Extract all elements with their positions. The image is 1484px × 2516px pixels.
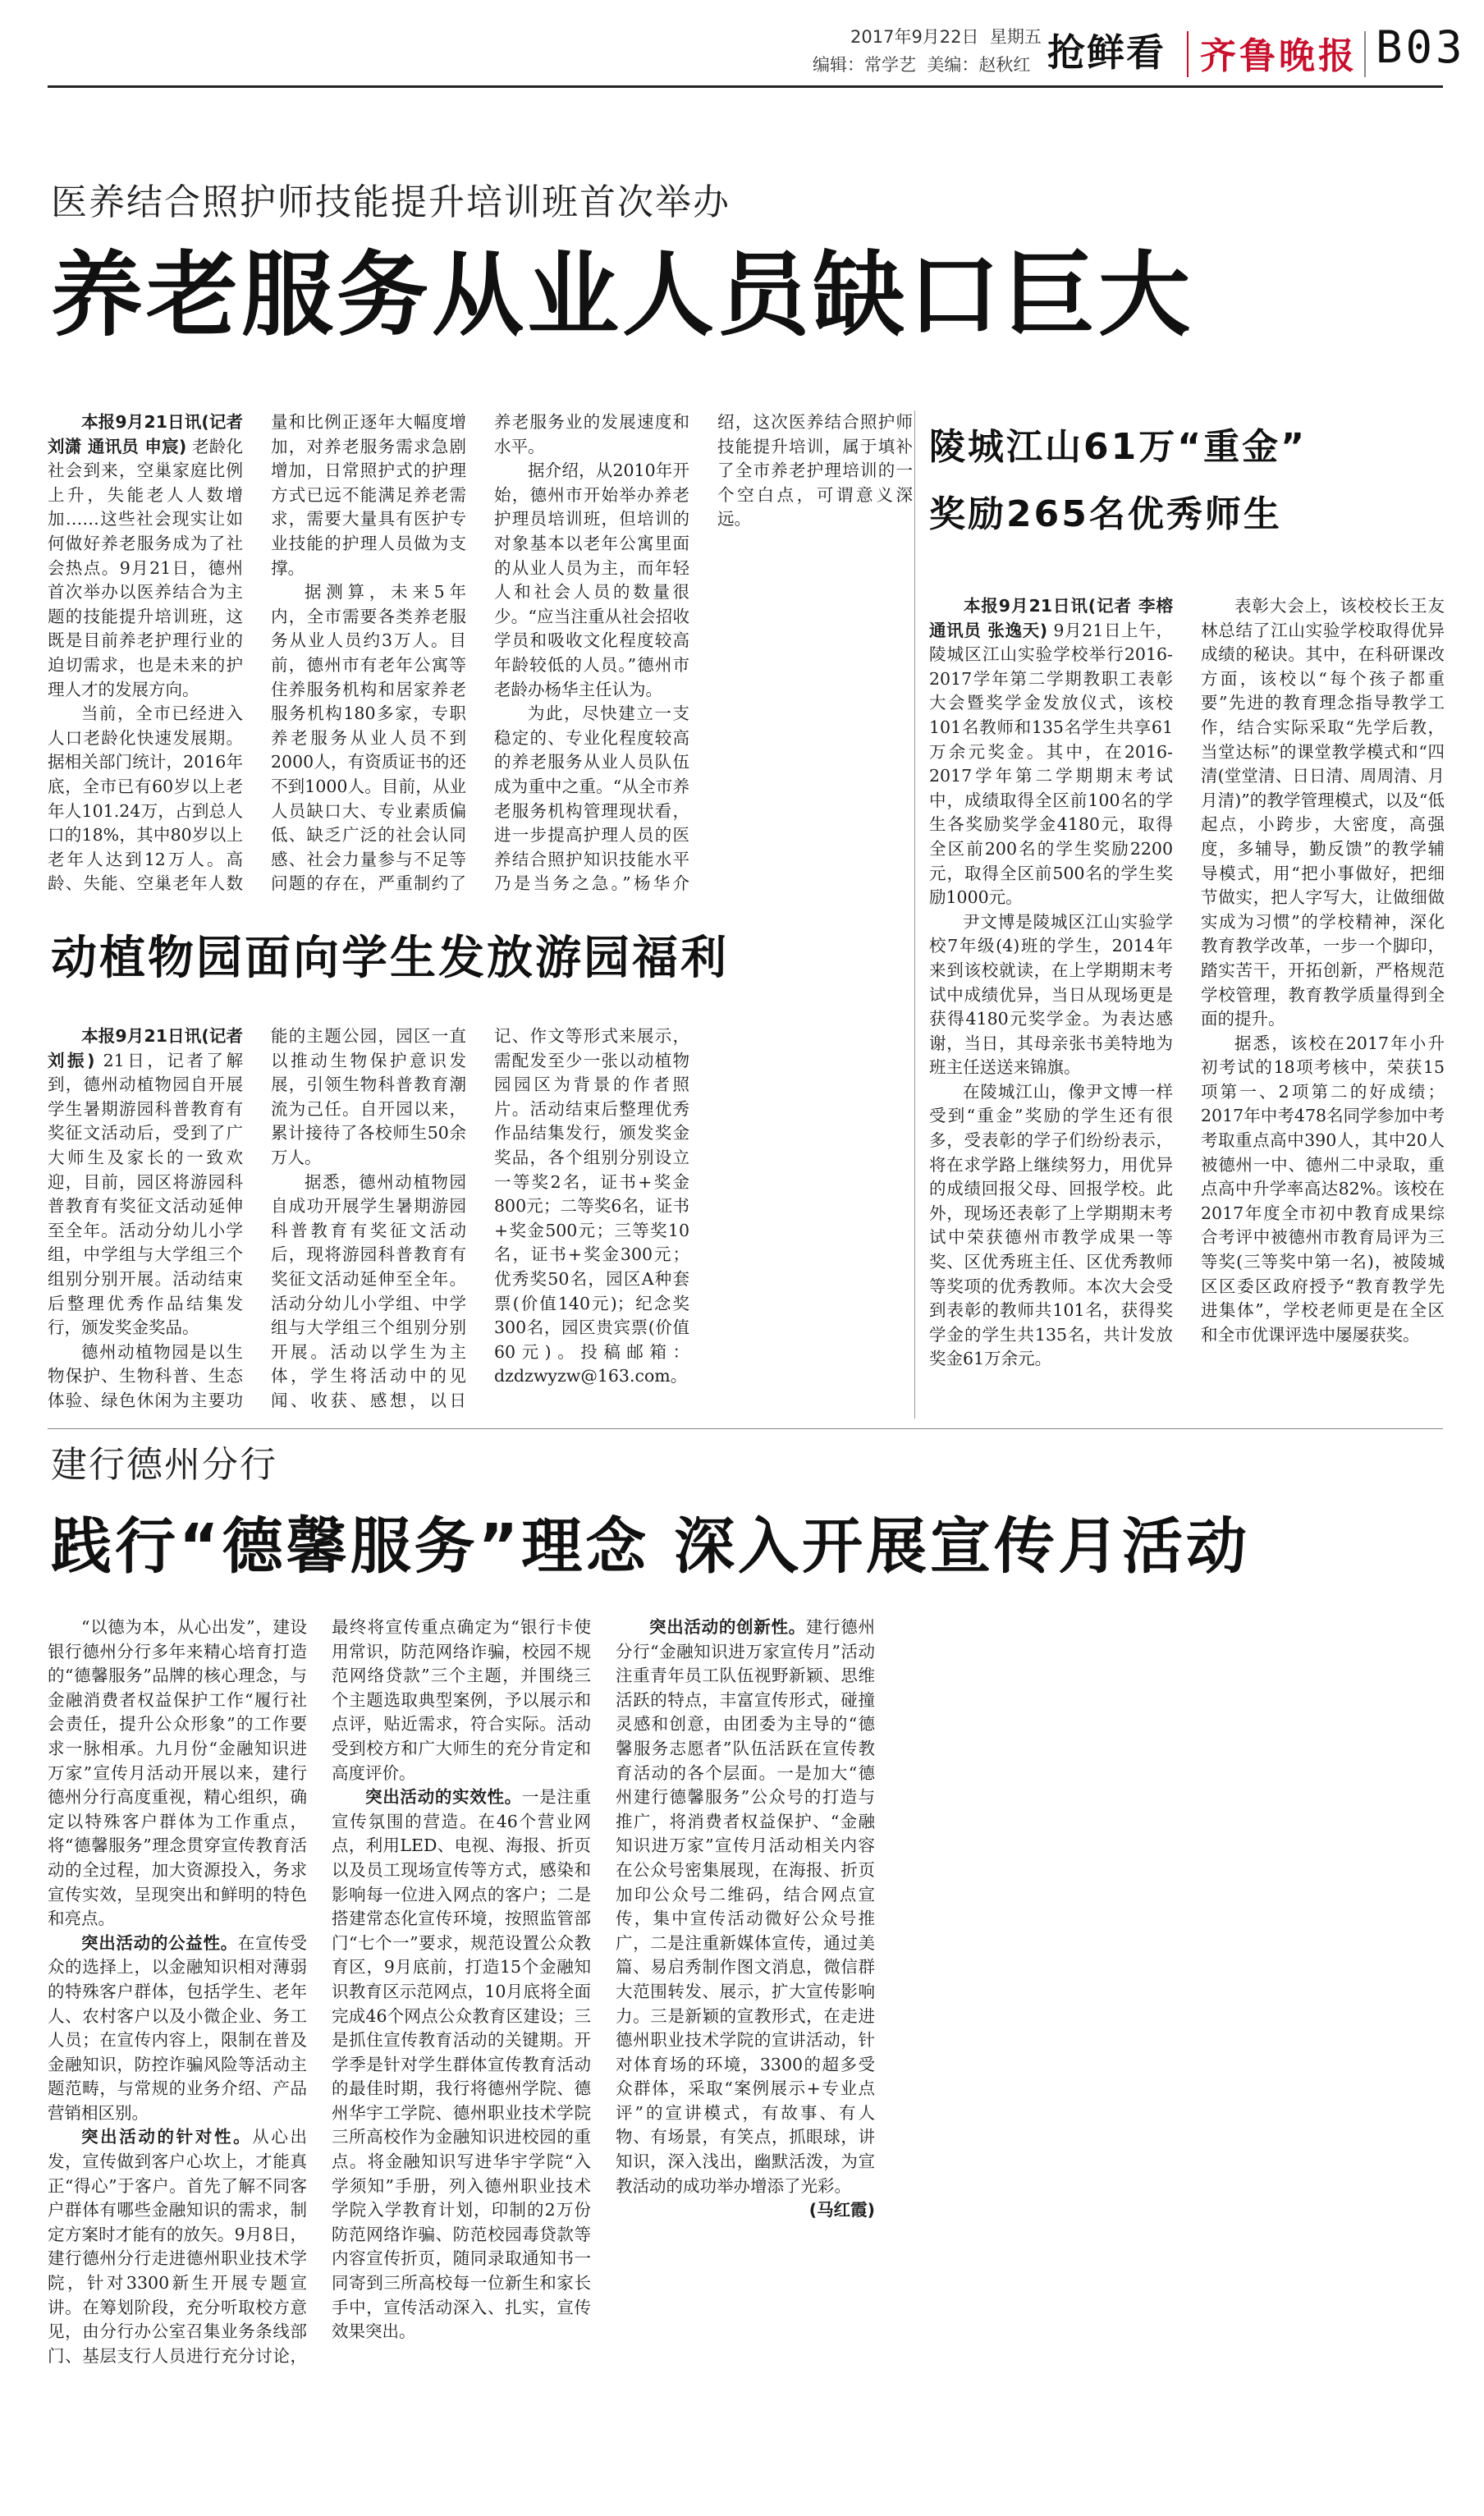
article4-subhead-4: 突出活动的创新性。 (649, 1617, 806, 1637)
masthead-date: 2017年9月22日 (850, 27, 979, 47)
article2-para-1: 本报9月21日讯(记者 刘振) 21日，记者了解到，德州动植物园自开展学生暑期游园科普教育有奖征文活动后，受到了广大师生及家长的一致欢迎，目前，园区将游园科普教育有奖征文活动延伸至全年。活动分幼儿小学组，中学组与大学组三个组别分别开展。活动结束后整理优秀作品结集发行，颁发奖金奖品。 (48, 1026, 243, 1338)
article3-para-4: 表彰大会上，该校校长王友林总结了江山实验学校取得优异成绩的秘诀。其中，在科研课改方面，该校以“每个孩子都重要”先进的教育理念指导教学工作，结合实际采取“先学后教，当堂达标”的课堂教学模式和“四清(堂堂清、日日清、周周清、月月清)”的教学管理模式，以及“低起点，小跨步，大密度，高强度，多辅导，勤反馈”的教学辅导模式，用“把小事做好，把细节做实，把人字写大，让做细做实成为习惯”的学校精神，深化教育教学改革，一步一个脚印，踏实苦干，开拓创新，严格规范学校管理，教育教学质量得到全面的提升。 (1201, 596, 1445, 1029)
article3-para-2: 尹文博是陵城区江山实验学校7年级(4)班的学生，2014年来到该校就读，在上学期期末考试中成绩优异，当日从现场更是获得4180元奖学金。为表达感谢，当日，其母亲张书美特地为班主任送送来锦旗。 (929, 911, 1173, 1078)
article2-para-3: 据悉，德州动植物园自成功开展学生暑期游园科普教育有奖征文活动后，现将游园科普教育有奖征文活动延伸至全年。活动分幼儿小学组、中学组与大学组三个组别分别开展。活动以学生为主体，学生将活动中的见闻、收获、感想，以日记、作文等形式来展示，需配发至少一张以动植物园园区为背景的作者照片。活动结束后整理优秀作品结集发行，颁发奖金奖品，各个组别分别设立一等奖2名，证书+奖金800元；二等奖6名，证书+奖金500元；三等奖10名，证书+奖金300元；优秀奖50名，园区A种套票(价值140元)；纪念奖300名，园区贵宾票(价值60元)。投稿邮箱：dzdzwyzw@163.com。 (271, 1026, 689, 1410)
article1-para-3: 据测算，未来5年内，全市需要各类养老服务从业人员约3万人。目前，德州市有老年公寓等住养服务机构和居家养老服务机构180多家，专职养老服务从业人员不到2000人，有资质证书的还不到1000人。目前，从业人员缺口大、专业素质偏低、缺乏广泛的社会认同感、社会力量参与不足等问题的存在，严重制约了养老服务业的发展速度和水平。 (271, 412, 689, 894)
article1-byline: 本报9月21日讯(记者 刘潇 通讯员 申宸) (48, 412, 243, 456)
article4-para-5: 突出活动的创新性。建行德州分行“金融知识进万家宣传月”活动注重青年员工队伍视野新颖、思维活跃的特点，丰富宣传形式，碰撞灵感和创意，由团委为主导的“德馨服务志愿者”队伍活跃在宣传教育活动的各个层面。一是加大“德州建行德馨服务”公众号的打造与推广，将消费者权益保护、“金融知识进万家”宣传月活动相关内容在公众号密集展现，在海报、折页加印公众号二维码，结合网点宣传，集中宣传活动微好公众号推广，二是注重新媒体宣传，通过美篇、易启秀制作图文消息，微信群大范围转发、展示，扩大宣传影响力。三是新颖的宣教形式，在走进德州职业技术学院的宣讲活动，针对体育场的环境，3300的超多受众群体，采取“案例展示+专业点评”的宣讲模式，有故事、有人物、有场景，有笑点，抓眼球，讲知识，深入浅出，幽默活泼，为宣教活动的成功举办增添了光彩。 (马红霞) (616, 1615, 875, 2198)
masthead-designer: 美编：赵秋红 (927, 55, 1031, 75)
article4-kicker: 建行德州分行 (51, 1444, 277, 1486)
masthead-editor-line (813, 53, 1030, 77)
article1-kicker: 医养结合照护师技能提升培训班首次举办 (51, 181, 731, 223)
article3-para-3: 在陵城江山，像尹文博一样受到“重金”奖励的学生还有很多，受表彰的学子们纷纷表示，将在求学路上继续努力，用优异的成绩回报父母、回报学校。此外，现场还表彰了上学期期末考试中荣获德州市教学成果一等奖、区优秀班主任、区优秀教师等奖项的优秀教师。本次大会受到表彰的教师共101名，获得奖学金的学生共135名，共计发放奖金61万余元。 (929, 1081, 1173, 1369)
article3-para-1: 本报9月21日讯(记者 李榕 通讯员 张逸天) 9月21日上午，陵城区江山实验学校举行2016-2017学年第二学期教职工表彰大会暨奖学金发放仪式，该校101名教师和135名学生共享61万余元奖金。其中，在2016-2017学年第二学期期末考试中，成绩取得全区前100名的学生各奖励奖学金4180元，取得全区前200名的学生奖励2200元，取得全区前500名的学生奖励1000元。 (929, 596, 1173, 908)
masthead-editor: 编辑：常学艺 (813, 55, 916, 75)
article4-para-3: 突出活动的针对性。从心出发，宣传做到客户心坎上，才能真正“得心”于客户。首先了解不同客户群体有哪些金融知识的需求，制定方案时才能有的放矢。9月8日，建行德州分行走进德州职业技术学院，针对3300新生开展专题宣讲。在筹划阶段，充分听取校方意见，由分行办公室召集业务条线部门、基层支行人员进行充分讨论，最终将宣传重点确定为“银行卡使用常识，防范网络诈骗，校园不规范网络贷款”三个主题，并围绕三个主题选取典型案例，予以展示和点评，贴近需求，符合实际。活动受到校方和广大师生的充分肯定和高度评价。 (48, 1617, 591, 2366)
article1-para-4: 据介绍，从2010年开始，德州市开始举办养老护理员培训班，但培训的对象基本以老年公寓里面的从业人员为主，而年轻人和社会人员的数量很少。“应当注重从社会招收学员和吸收文化程度较高年龄较低的人员。”德州市老龄办杨华主任认为。 (494, 461, 689, 699)
article4-para-4: 突出活动的实效性。一是注重宣传氛围的营造。在46个营业网点，利用LED、电视、海报、折页以及员工现场宣传等方式，感染和影响每一位进入网点的客户；二是搭建常态化宣传环境，按照监管部门“七个一”要求，规范设置公众教育区，9月底前，打造15个金融知识教育区示范网点，10月底将全面完成46个网点公众教育区建设；三是抓住宣传教育活动的关键期。开学季是针对学生群体宣传教育活动的最佳时期，我行将德州学院、德州华宇工学院、德州职业技术学院三所高校作为金融知识进校园的重点。将金融知识写进华宇学院“入学须知”手册，列入德州职业技术学院入学教育计划，印制的2万份防范网络诈骗、防范校园毒贷款等内容宣传折页，随同录取通知书一同寄到三所高校每一位新生和家长手中，宣传活动深入、扎实，宣传效果突出。 (332, 1787, 591, 2342)
article3-headline-1: 陵城江山61万“重金” (929, 426, 1308, 468)
article3-byline: 本报9月21日讯(记者 李榕 通讯员 张逸天) (929, 596, 1173, 640)
masthead-rule (48, 85, 1443, 88)
article3-body (929, 594, 1445, 1418)
masthead-divider-2 (1364, 31, 1366, 77)
page-number: B03 (1376, 21, 1466, 73)
article4-headline: 践行“德馨服务”理念 深入开展宣传月活动 (51, 1511, 1251, 1582)
newspaper-logo: 齐鲁晚报 (1200, 35, 1358, 77)
article4-para-1: “以德为本，从心出发”，建设银行德州分行多年来精心培育打造的“德馨服务”品牌的核心理念，与金融消费者权益保护工作“履行社会责任，提升公众形象”的工作要求一脉相承。九月份“金融知识进万家”宣传月活动开展以来，建行德州分行高度重视，精心组织，确定以特殊客户群体为工作重点，将“德馨服务”理念贯穿宣传教育活动的全过程，加大资源投入，务求宣传实效，呈现突出和鲜明的特色和亮点。 (48, 1617, 307, 1929)
article3-headline-2: 奖励265名优秀师生 (929, 493, 1282, 535)
masthead-date-line (850, 25, 1042, 49)
article2-headline: 动植物园面向学生发放游园福利 (51, 932, 729, 985)
article1-para-1: 本报9月21日讯(记者 刘潇 通讯员 申宸) 老龄化社会到来，空巢家庭比例上升，失能老人人数增加……这些社会现实让如何做好养老服务成为了社会热点。9月21日，德州首次举办以医养结合为主题的技能提升培训班，这既是目前养老护理行业的迫切需求，也是未来的护理人才的发展方向。 (48, 412, 243, 699)
article1-body (48, 410, 913, 903)
article4-body (48, 1615, 1443, 2390)
masthead-divider (1187, 31, 1189, 77)
section-rule (48, 1428, 1443, 1429)
article1-headline: 养老服务从业人员缺口巨大 (51, 242, 1193, 349)
article2-byline: 本报9月21日讯(记者 刘振) (48, 1026, 243, 1070)
article4-subhead-2: 突出活动的针对性。 (81, 2127, 253, 2147)
article3-para-5: 据悉，该校在2017年小升初考试的18项考核中，荣获15项第一、2项第二的好成绩；2017年中考478名同学参加中考考取重点高中390人，其中20人被德州一中、德州二中录取，重点高中升学率高达82%。该校在2017年度全市初中教育成果综合考评中被德州市教育局评为三等奖(三等奖中第一名)，被陵城区区委区政府授予“教育教学先进集体”，学校老师更是在全区和全市优课评选中屡屡获奖。 (1201, 1033, 1445, 1345)
column-divider (914, 410, 915, 1418)
article1-para-2: 当前，全市已经进入人口老龄化快速发展期。据相关部门统计，2016年底，全市已有60岁以上老年人101.24万，占到总人口的18%，其中80岁以上老年人达到12万人。高龄、失能、空巢老年人数量和比例正逐年大幅度增加，对养老服务需求急剧增加，日常照护式的护理方式已远不能满足养老需求，需要大量具有医护专业技能的护理人员做为支撑。 (48, 412, 466, 894)
article4-subhead-3: 突出活动的实效性。 (365, 1787, 522, 1808)
section-name: 抢鲜看 (1047, 30, 1166, 75)
article2-para-2: 德州动植物园是以生物保护、生物科普、生态体验、绿色休闲为主要功能的主题公园，园区一直以推动生物保护意识发展，引领生物科普教育潮流为己任。自开园以来，累计接待了各校师生50余万人。 (48, 1026, 466, 1410)
article4-signature: (马红霞) (808, 2200, 875, 2220)
article4-para-2: 突出活动的公益性。在宣传受众的选择上，以金融知识相对薄弱的特殊客户群体，包括学生、老年人、农村客户以及小微企业、务工人员；在宣传内容上，限制在普及金融知识，防控诈骗风险等活动主题范畴，与常规的业务介绍、产品营销相区别。 (48, 1932, 307, 2123)
article4-subhead-1: 突出活动的公益性。 (81, 1932, 238, 1953)
article1-para-5: 为此，尽快建立一支稳定的、专业化程度较高的养老服务从业人员队伍成为重中之重。“从全市养老服务机构管理现状看，进一步提高护理人员的医养结合照护知识技能水平乃是当务之急。”杨华介绍，这次医养结合照护师技能提升培训，属于填补了全市养老护理培训的一个空白点，可谓意义深远。 (494, 412, 913, 894)
article2-body (48, 1024, 913, 1423)
masthead-weekday: 星期五 (989, 27, 1042, 47)
